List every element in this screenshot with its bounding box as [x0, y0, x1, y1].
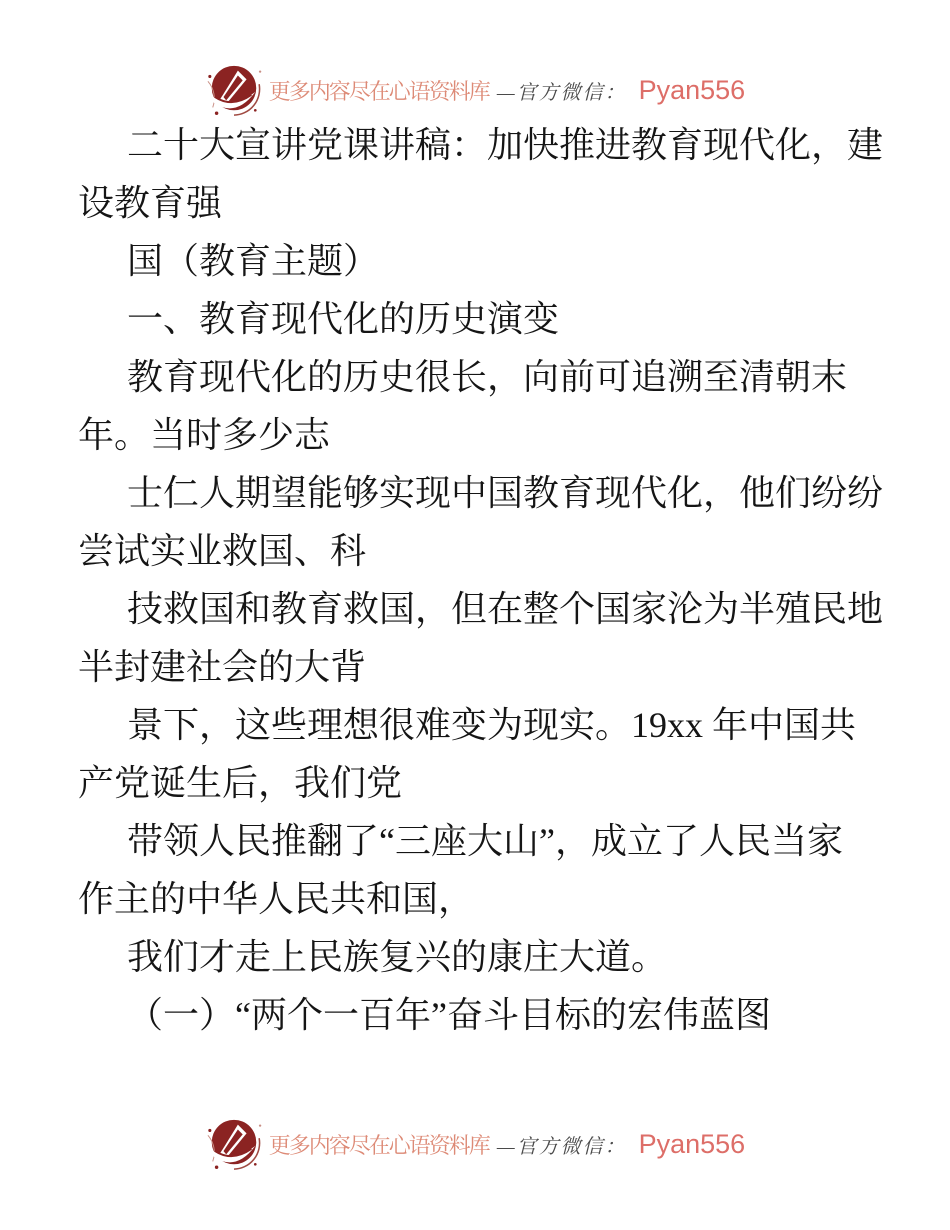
document-line: 作主的中华人民共和国， [78, 879, 475, 919]
document-line: 产党诞生后，我们党 [78, 763, 403, 803]
document-line: 技救国和教育救国，但在整个国家沦为半殖民地 [127, 589, 884, 629]
document-line: 一、教育现代化的历史演变 [127, 299, 560, 339]
document-line: 二十大宣讲党课讲稿：加快推进教育现代化，建 [127, 125, 884, 165]
document-line: 教育现代化的历史很长，向前可追溯至清朝末 [127, 357, 848, 397]
brand-text: 更多内容尽在心语资料库 [268, 78, 489, 104]
wechat-id: Pyan556 [638, 74, 746, 105]
document-line: 士仁人期望能够实现中国教育现代化，他们纷纷 [127, 473, 884, 513]
document-line: 尝试实业救国、科 [78, 531, 367, 571]
wechat-label: —官方微信： [496, 81, 627, 104]
brand-text: 更多内容尽在心语资料库 [268, 1132, 489, 1158]
document-line: 设教育强 [78, 183, 223, 223]
document-lines [78, 116, 884, 1044]
footer-brand-bar [0, 1114, 950, 1174]
header-brand-bar [0, 60, 950, 120]
document-line: 带领人民推翻了“三座大山”，成立了人民当家 [127, 821, 843, 861]
document-line: 景下，这些理想很难变为现实。19xx 年中国共 [127, 705, 857, 745]
document-line: 半封建社会的大背 [78, 647, 367, 687]
document-line: （一）“两个一百年”奋斗目标的宏伟蓝图 [127, 995, 771, 1035]
document-line: 国（教育主题） [127, 241, 380, 281]
document-line: 我们才走上民族复兴的康庄大道。 [127, 937, 668, 977]
pen-nib-logo-icon [205, 1114, 263, 1174]
wechat-label: —官方微信： [496, 1135, 627, 1158]
pen-nib-logo-icon [205, 60, 263, 120]
wechat-id: Pyan556 [638, 1128, 746, 1159]
document-line: 年。当时多少志 [78, 415, 331, 455]
